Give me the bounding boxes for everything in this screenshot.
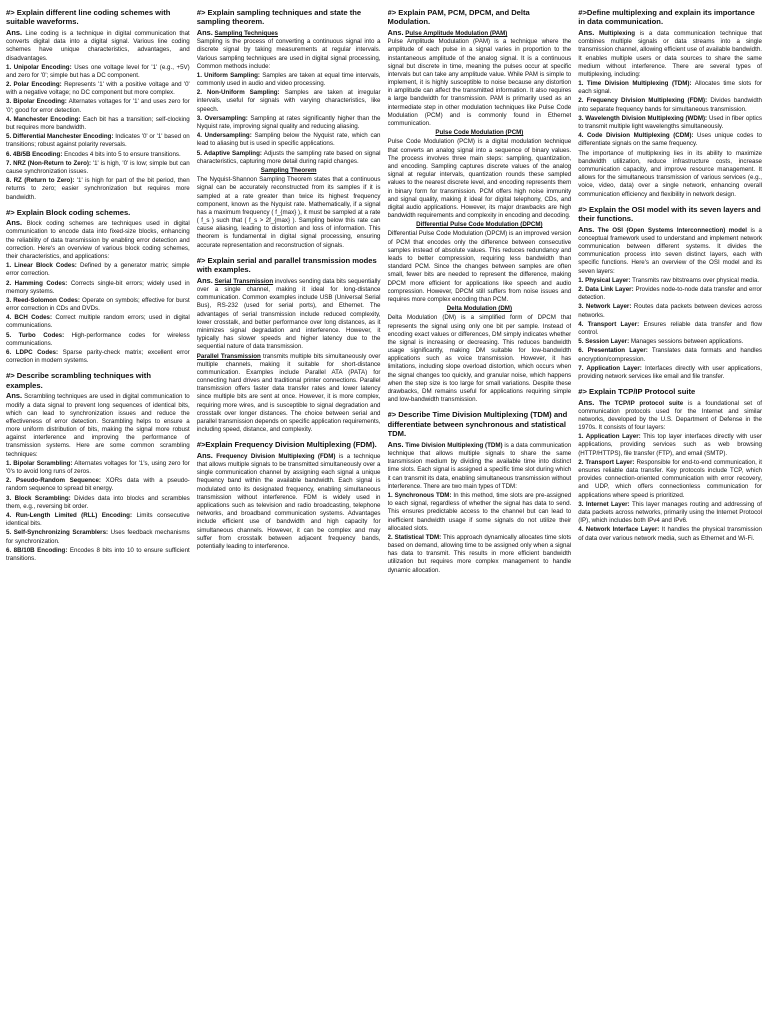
question-heading: #> Explain PAM, PCM, DPCM, and Delta Modulation. (387, 8, 530, 27)
question-heading: #>Define multiplexing and explain its importance in data communication. (578, 8, 755, 27)
section-tcp-ip (578, 387, 762, 543)
subheading: Sampling Theorem (260, 166, 317, 174)
list-item: 3. Wavelength Division Multiplexing (WDM): Used in fiber optics to transmit multiple light wavelengths simultaneously. (578, 114, 762, 131)
list-item: 3. Bipolar Encoding: Alternates voltages for '1' and uses zero for '0'; good for error detection. (6, 98, 190, 114)
list-item: 8. RZ (Return to Zero): '1' is high for part of the bit period, then returns to zero; easier synchronization but requires more bandwidth. (6, 177, 190, 201)
list-item: 2. Polar Encoding: Represents '1' with a positive voltage and '0' with a negative voltage; no DC component but more complex. (6, 81, 190, 97)
paragraph: Differential Pulse Code Modulation (DPCM) is an improved version of PCM that encodes only the difference between consecutive samples instead of absolute values. This reduces redundancy and leads to better compression, requiring less bandwidth than standard PCM. Since the changes between samples are often small, fewer bits are needed to represent the difference, making DPCM more efficient for applications like speech and audio compression. However, DPCM still suffers from noise issues and requires more complex encoding than PCM. (387, 230, 572, 303)
section-multiplexing (578, 8, 762, 199)
list-item: 2. Pseudo-Random Sequence: XORs data with a pseudo-random sequence to spread bit energy. (6, 477, 190, 493)
section-block-coding (6, 208, 190, 366)
subheading: Differential Pulse Code Modulation (DPCM) (416, 221, 543, 229)
column-3 (388, 8, 572, 1018)
answer-paragraph: Ans. Time Division Multiplexing (TDM) is a data communication technique that allows multiple signals to share the same transmission medium by dividing the available time into distinct time slots. Each signal is assigned a specific time slot during which it can transmit its data, enabling simultaneous transmission without interference. There are two main types of TDM: (387, 439, 572, 490)
answer-paragraph: Ans. Scrambling techniques are used in digital communication to modify a data signal to prevent long sequences of identical bits, which can lead to synchronization issues and reduce the effectiveness of error detection. Scrambling helps to ensure a more uniform distribution of bits, making the signal more robust against interference and improving the performance of transmission systems. Here are some common scrambling techniques: (6, 391, 190, 458)
list-item: 4. Code Division Multiplexing (CDM): Uses unique codes to differentiate signals on the same frequency. (578, 132, 762, 148)
list-item: 3. Internet Layer: This layer manages routing and addressing of data packets across networks, primarily using the Internet Protocol (IP), which includes both IPv4 and IPv6. (578, 500, 762, 525)
list-item: 5. Differential Manchester Encoding: Indicates '0' or '1' based on transitions; robust against polarity reversals. (6, 133, 190, 149)
answer-paragraph: Ans. The TCP/IP protocol suite is a foundational set of communication protocols used for the Internet and similar networks, developed by the U.S. Department of Defense in the 1970s. It consists of four layers: (578, 397, 762, 432)
list-item: 6. LDPC Codes: Sparse parity-check matrix; excellent error correction in modern systems. (6, 349, 190, 365)
list-item: 1. Linear Block Codes: Defined by a generator matrix; simple error correction. (6, 262, 190, 278)
paragraph: Delta Modulation (DM) is a simplified form of DPCM that represents the signal using only one bit per sample. Instead of encoding exact values or differences, DM simply indicates whether the signal is increasing or decreasing. This reduces bandwidth usage significantly, making DM suitable for low-bandwidth applications such as voice transmission. However, it has limitations, including slope overload distortion, which occurs when the signal changes too quickly, and granular noise, which happens when the step size is too large for small variations. Despite these drawbacks, DM remains useful for applications requiring simple and low-bandwidth transmission. (387, 314, 572, 404)
list-item: 1. Application Layer: This top layer interfaces directly with user applications, providing services such as web browsing (HTTP/HTTPS), file transfer (FTP), and email (SMTP). (578, 433, 762, 457)
list-item: 2. Statistical TDM: This approach dynamically allocates time slots based on demand, allowing time to be assigned only when a signal has data to transmit. This results in more efficient bandwidth utilization but requires more complex management to handle dynamic allocation. (387, 533, 572, 574)
column-2 (197, 8, 381, 1018)
section-scrambling (6, 371, 190, 563)
list-item: 1. Uniform Sampling: Samples are taken at equal time intervals, commonly used in audio and video processing. (196, 71, 381, 88)
question-heading: #> Explain different line coding schemes with suitable waveforms. (6, 8, 171, 27)
list-item: 7. Application Layer: Interfaces directly with user applications, providing network services like email and file transfer. (578, 364, 762, 380)
list-item: 2. Transport Layer: Responsible for end-to-end communication, it ensures reliable data transfer. Key protocols include TCP, which provides connection-oriented communication with error recovery, and UDP, which offers connectionless communication for applications where speed is prioritized. (578, 458, 762, 499)
subheading: Delta Modulation (DM) (446, 305, 513, 313)
section-osi (578, 205, 762, 381)
list-item: 2. Non-Uniform Sampling: Samples are taken at irregular intervals, useful for signals with varying characteristics, like speech. (196, 89, 381, 113)
list-item: 1. Time Division Multiplexing (TDM): Allocates time slots for each signal. (578, 80, 762, 96)
question-heading: #> Explain the OSI model with its seven layers and their functions. (578, 204, 761, 224)
list-item: 5. Session Layer: Manages sessions between applications. (578, 338, 744, 346)
answer-paragraph: Ans. Serial Transmission involves sending data bits sequentially over a single channel, making it ideal for long-distance communication. Common examples include USB (Universal Serial Bus), RS-232 (used for serial ports), and Ethernet. The advantages of serial transmission include reduced complexity, lower crosstalk, and better performance over long distances, as it minimizes signal degradation and interference. However, it typically has slower speeds and higher latency due to the sequential nature of data transmission. (196, 275, 381, 351)
paragraph: Pulse Code Modulation (PCM) is a digital modulation technique that converts an analog signal into a sequence of binary values. The process involves three main steps: sampling, quantization, and encoding. Sampling captures discrete values of the analog signal at regular intervals, quantization rounds these sampled values to the nearest discrete level, and encoding represents them in binary form for transmission. PCM offers high noise immunity and signal quality, making it ideal for digital telephony, CDs, and digital audio applications. However, its major drawbacks are high bandwidth requirements and complexity in encoding and decoding. (387, 138, 572, 220)
question-heading: #> Describe scrambling techniques with examples. (6, 371, 151, 390)
question-heading: #> Explain TCP/IP Protocol suite (578, 387, 696, 397)
paragraph: Parallel Transmission transmits multiple bits simultaneously over multiple channels, making it suitable for short-distance communication. Examples include Parallel ATA (PATA) for connecting hard drives and traditional printer connections. Parallel transmission offers faster data transfer rates and lower latency since multiple bits are sent at once. However, it is more complex, requiring more wires, and is susceptible to signal degradation and crosstalk over longer distances. The choice between serial and parallel transmission depends on specific application requirements, including speed, distance, and complexity. (196, 352, 381, 434)
question-heading: #> Explain serial and parallel transmission modes with examples. (196, 255, 377, 275)
list-item: 6. 4B/5B Encoding: Encodes 4 bits into 5 to ensure transitions. (6, 150, 181, 158)
list-item: 5. Adaptive Sampling: Adjusts the sampling rate based on signal characteristics, capturing more detail during rapid changes. (196, 149, 381, 165)
question-heading: #> Explain Block coding schemes. (6, 207, 131, 217)
question-heading: #>Explain Frequency Division Multiplexing (FDM). (196, 440, 377, 450)
list-item: 4. Network Interface Layer: It handles the physical transmission of data over various network media, such as Ethernet and Wi-Fi. (578, 526, 762, 542)
answer-paragraph: Ans. Multiplexing is a data communication technique that combines multiple signals or data streams into a single transmission channel, allowing efficient use of available bandwidth. It enables multiple users or data sources to share the same medium without interference. There are several types of multiplexing, including: (578, 27, 762, 78)
list-item: 4. Run-Length Limited (RLL) Encoding: Limits consecutive identical bits. (6, 511, 190, 528)
list-item: 7. NRZ (Non-Return to Zero): '1' is high, '0' is low; simple but can cause synchronization issues. (6, 159, 190, 175)
column-1 (6, 8, 190, 1018)
paragraph: The Nyquist-Shannon Sampling Theorem states that a continuous signal can be accurately reconstructed from its samples if it is sampled at a rate greater than twice its highest frequency component, known as the Nyquist rate. Mathematically, if a signal has a maximum frequency ( f_{max} ), it must be sampled at a rate ( f_s ) such that ( f_s > 2f_{max} ). Sampling below this rate can cause aliasing, leading to distortion and loss of information. This theorem is fundamental in digital signal processing, ensuring accurate representation and reconstruction of signals. (196, 176, 381, 249)
list-item: 4. Undersampling: Sampling below the Nyquist rate, which can lead to aliasing but is used in specific applications. (196, 132, 381, 148)
section-line-coding (6, 8, 190, 202)
list-item: 4. BCH Codes: Correct multiple random errors; used in digital communications. (6, 314, 190, 330)
column-4 (578, 8, 762, 1018)
paragraph: The importance of multiplexing lies in its ability to maximize bandwidth utilization, reduce infrastructure costs, increase communication capacity, and improve resource management. It allows for the simultaneous transmission of various services (e.g., voice, video, data) over a single network, enhancing overall communication efficiency and flexibility in network design. (578, 149, 762, 198)
list-item: 1. Physical Layer: Transmits raw bitstreams over physical media. (578, 276, 760, 284)
list-item: 2. Frequency Division Multiplexing (FDM): Divides bandwidth into separate frequency bands for simultaneous transmission. (578, 97, 762, 113)
list-item: 3. Block Scrambling: Divides data into blocks and scrambles them, e.g., reversing bit order. (6, 494, 190, 510)
section-fdm (197, 440, 381, 551)
subheading: Pulse Code Modulation (PCM) (435, 129, 524, 137)
section-pam-pcm (388, 8, 572, 404)
answer-paragraph: Ans. Frequency Division Multiplexing (FDM) is a technique that allows multiple signals to be transmitted simultaneously over a single communication channel by assigning each signal a unique frequency band within the available bandwidth. Each signal is modulated onto its designated frequency, enabling simultaneous transmission without interference. FDM is widely used in applications such as television and radio broadcasting, telephone networks, and broadband communication systems. Advantages include efficient use of bandwidth and high capacity for simultaneous channels. However, it can be complex and may suffer from crosstalk between adjacent frequency bands, potentially leading to interference. (196, 450, 381, 550)
list-item: 3. Oversampling: Sampling at rates significantly higher than the Nyquist rate, improving signal quality and reducing aliasing. (196, 114, 381, 131)
list-item: 2. Hamming Codes: Corrects single-bit errors; widely used in memory systems. (6, 279, 190, 295)
answer-paragraph: Ans. Sampling Techniques Sampling is the process of converting a continuous signal into a discrete signal by taking measurements at regular intervals. Various sampling techniques are used in digital signal processing, Common methods include: (196, 27, 381, 70)
list-item: 6. Presentation Layer: Translates data formats and handles encryption/compression. (578, 347, 762, 363)
list-item: 1. Bipolar Scrambling: Alternates voltages for '1's, using zero for '0's to avoid long runs of zeros. (6, 459, 190, 476)
list-item: 1. Unipolar Encoding: Uses one voltage level for '1' (e.g., +5V) and zero for '0'; simple but has a DC component. (6, 63, 190, 79)
question-heading: #> Explain sampling techniques and state the sampling theorem. (196, 8, 362, 27)
section-serial-parallel (197, 256, 381, 435)
list-item: 5. Self-Synchronizing Scramblers: Uses feedback mechanisms for synchronization. (6, 529, 190, 545)
list-item: 3. Reed-Solomon Codes: Operate on symbols; effective for burst error correction in CDs and DVDs. (6, 296, 190, 313)
list-item: 3. Network Layer: Routes data packets between devices across networks. (578, 303, 762, 319)
list-item: 5. Turbo Codes: High-performance codes for wireless communications. (6, 331, 190, 347)
list-item: 4. Manchester Encoding: Each bit has a transition; self-clocking but requires more bandwidth. (6, 115, 190, 132)
list-item: 4. Transport Layer: Ensures reliable data transfer and flow control. (578, 320, 762, 336)
answer-paragraph: Ans. Line coding is a technique in digital communication that converts digital data into a digital signal. Various line coding schemes have unique characteristics, advantages, and disadvantages. (6, 27, 190, 62)
section-sampling (197, 8, 381, 250)
answer-label: Ans. (6, 27, 23, 37)
answer-paragraph: Ans. Pulse Amplitude Modulation (PAM) Pulse Amplitude Modulation (PAM) is a technique where the amplitude of each pulse in a signal varies in proportion to the instantaneous amplitude of the analog signal. It is a continuous signal but discrete in time, meaning the pulses occur at specific intervals but can take any amplitude value. While PAM is simple to implement, it is highly susceptible to noise because any distortion in amplitude can affect the transmitted information. It also requires a large bandwidth for transmission. PAM is primarily used as an intermediate step in other modulation techniques like Pulse Code Modulation (PCM) and is commonly found in Ethernet communication. (387, 27, 572, 128)
question-heading: #> Describe Time Division Multiplexing (TDM) and differentiate between synchronous and statistical TDM. (387, 410, 568, 439)
section-tdm (388, 410, 572, 574)
answer-paragraph: Ans. Block coding schemes are techniques used in digital communication to encode data into fixed-size blocks, enhancing the reliability of data transmission by enabling error detection and correction. Here's an overview of various block coding schemes, their characteristics, and applications: (6, 218, 190, 260)
list-item: 6. 8B/10B Encoding: Encodes 8 bits into 10 to ensure sufficient transitions. (6, 546, 190, 562)
answer-paragraph: Ans. The OSI (Open Systems Interconnection) model is a conceptual framework used to understand and implement network communication between different systems. It divides the communication process into seven distinct layers, each with specific functions. Here's an overview of the OSI model and its seven layers: (578, 224, 762, 275)
list-item: 2. Data Link Layer: Provides node-to-node data transfer and error detection. (578, 286, 762, 302)
list-item: 1. Synchronous TDM: In this method, time slots are pre-assigned to each signal, regardless of whether the signal has data to send. This ensures predictable access to the channel but can lead to inefficient bandwidth usage if some signals do not utilize their allocated slots. (387, 491, 572, 532)
